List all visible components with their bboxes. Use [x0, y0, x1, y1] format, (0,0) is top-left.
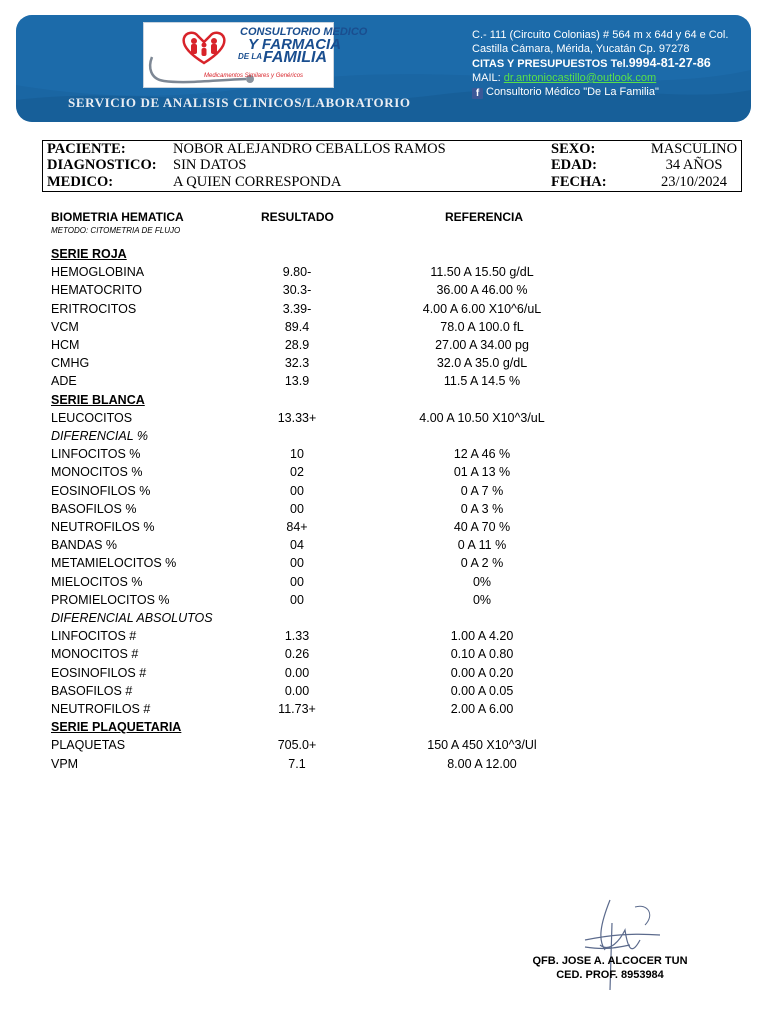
test-result: 00 [290, 592, 304, 607]
test-result: 9.80- [282, 265, 312, 280]
test-result: 0.26 [284, 647, 310, 662]
test-result: 89.4 [284, 319, 310, 334]
test-name: LINFOCITOS # [51, 629, 137, 644]
test-reference: 40 A 70 % [453, 520, 511, 534]
result-row [0, 283, 768, 301]
test-name: HEMOGLOBINA [51, 265, 145, 280]
phone-number: 9994-81-27-86 [628, 56, 711, 70]
test-reference: 0.00 A 0.05 [450, 683, 514, 698]
test-result: 32.3 [284, 356, 310, 371]
test-reference: 36.00 A 46.00 % [436, 283, 528, 298]
result-row [0, 302, 768, 320]
test-name: LEUCOCITOS [51, 410, 133, 425]
result-row [0, 738, 768, 756]
test-name: NEUTROFILOS % [51, 520, 155, 534]
test-result: 02 [290, 465, 304, 480]
test-reference: 11.5 A 14.5 % [443, 374, 521, 389]
test-result: 7.1 [288, 756, 306, 771]
sex-value: MASCULINO [650, 141, 738, 157]
test-result: 00 [290, 574, 304, 589]
test-reference: 32.0 A 35.0 g/dL [436, 356, 528, 371]
test-reference: 0 A 7 % [460, 483, 504, 498]
test-reference: 12 A 46 % [453, 447, 511, 462]
test-reference: 0% [472, 574, 492, 589]
test-name: VCM [51, 319, 79, 334]
result-row [0, 265, 768, 283]
test-result: 1.33 [284, 629, 310, 644]
test-reference: 0 A 3 % [460, 501, 504, 516]
address-line-1: C.- 111 (Circuito Colonias) # 564 m x 64d y 64 e Col. [472, 29, 729, 41]
test-column-header: BIOMETRIA HEMATICA [51, 210, 184, 224]
result-row [0, 757, 768, 775]
test-name: METAMIELOCITOS % [51, 556, 177, 571]
test-name: MONOCITOS % [51, 465, 143, 480]
doctor-value: A QUIEN CORRESPONDA [173, 174, 342, 190]
age-value: 34 AÑOS [665, 157, 723, 173]
test-name: HEMATOCRITO [51, 283, 142, 298]
family-icon [180, 29, 228, 65]
test-name: BASOFILOS % [51, 501, 137, 516]
test-name: MONOCITOS # [51, 647, 139, 662]
test-result: 04 [290, 538, 304, 553]
clinic-logo [143, 22, 368, 88]
date-label: FECHA: [551, 174, 607, 190]
test-reference: 8.00 A 12.00 [447, 756, 517, 771]
test-reference: 4.00 A 6.00 X10^6/uL [422, 301, 542, 316]
test-name: SERIE PLAQUETARIA [51, 720, 182, 735]
diagnosis-value: SIN DATOS [173, 157, 247, 173]
test-result: 11.73+ [278, 702, 316, 716]
date-value: 23/10/2024 [660, 174, 728, 190]
result-row [0, 556, 768, 574]
section-heading [0, 720, 768, 738]
reference-column-header: REFERENCIA [445, 210, 524, 224]
test-name: DIFERENCIAL % [51, 429, 149, 443]
test-name: ADE [51, 374, 77, 389]
test-reference: 0 A 11 % [457, 538, 507, 553]
result-row [0, 684, 768, 702]
age-label: EDAD: [551, 157, 597, 173]
logo-line-2: Y FARMACIA [248, 36, 342, 53]
sex-label: SEXO: [551, 141, 596, 157]
test-name: EOSINOFILOS # [51, 665, 147, 680]
test-reference: 0.10 A 0.80 [450, 647, 514, 662]
result-row [0, 647, 768, 665]
test-result: 28.9 [284, 338, 310, 352]
subsection-heading [0, 429, 768, 447]
address-line-2: Castilla Cámara, Mérida, Yucatán Cp. 97278 [472, 43, 690, 55]
test-result: 0.00 [284, 683, 310, 698]
result-row [0, 502, 768, 520]
test-result: 705.0+ [277, 738, 317, 753]
signatory-name: QFB. JOSE A. ALCOCER TUN [532, 955, 688, 967]
test-reference: 0.00 A 0.20 [450, 665, 514, 680]
test-name: SERIE ROJA [51, 247, 127, 261]
section-heading [0, 247, 768, 265]
result-row [0, 520, 768, 538]
patient-name: NOBOR ALEJANDRO CEBALLOS RAMOS [173, 141, 446, 157]
result-row [0, 320, 768, 338]
test-name: CMHG [51, 356, 90, 371]
signatory-cedula: CED. PROF. 8953984 [556, 969, 664, 981]
test-name: MIELOCITOS % [51, 574, 143, 589]
logo-line-4: FAMILIA [263, 49, 327, 66]
logo-tagline: Medicamentos Similares y Genéricos [204, 73, 304, 79]
logo-line-1: CONSULTORIO MEDICO [240, 26, 368, 38]
test-name: BANDAS % [51, 538, 117, 553]
result-row [0, 593, 768, 611]
test-name: HCM [51, 338, 80, 352]
test-reference: 78.0 A 100.0 fL [440, 319, 524, 334]
result-row [0, 411, 768, 429]
result-row [0, 465, 768, 483]
test-name: NEUTROFILOS # [51, 702, 151, 716]
test-reference: 0 A 2 % [460, 556, 504, 571]
test-reference: 27.00 A 34.00 pg [435, 338, 529, 352]
contact-info [472, 28, 728, 99]
test-reference: 150 A 450 X10^3/Ul [427, 738, 537, 753]
test-reference: 4.00 A 10.50 X10^3/uL [419, 410, 545, 425]
test-name: DIFERENCIAL ABSOLUTOS [51, 611, 213, 625]
mail-line [472, 71, 728, 85]
appointments-line [472, 56, 728, 71]
section-heading [0, 393, 768, 411]
test-reference: 11.50 A 15.50 g/dL [430, 265, 534, 280]
result-row [0, 575, 768, 593]
result-row [0, 356, 768, 374]
facebook-icon: f [472, 88, 483, 99]
test-reference: 2.00 A 6.00 [450, 702, 514, 716]
facebook-name: Consultorio Médico "De La Familia" [486, 86, 659, 98]
facebook-line [472, 85, 728, 99]
result-row [0, 666, 768, 684]
test-name: BASOFILOS # [51, 683, 133, 698]
test-result: 13.33+ [277, 410, 317, 425]
patient-info-box [42, 140, 742, 192]
result-row [0, 629, 768, 647]
test-reference: 0% [472, 592, 492, 607]
test-name: SERIE BLANCA [51, 392, 145, 407]
tel-prefix: Tel. [610, 58, 629, 70]
test-result: 00 [290, 501, 304, 516]
test-reference: 01 A 13 % [453, 465, 511, 480]
test-result: 30.3- [282, 283, 312, 298]
result-row [0, 338, 768, 356]
mail-label: MAIL: [472, 72, 501, 84]
doctor-label: MEDICO: [47, 174, 114, 190]
method-note: METODO: CITOMETRIA DE FLUJO [51, 226, 181, 235]
test-result: 00 [290, 556, 304, 571]
test-name: ERITROCITOS [51, 301, 137, 316]
test-reference: 1.00 A 4.20 [450, 629, 514, 644]
test-result: 0.00 [284, 665, 310, 680]
result-row [0, 702, 768, 720]
test-name: PROMIELOCITOS % [51, 592, 170, 607]
test-result: 10 [290, 447, 304, 462]
patient-label: PACIENTE: [47, 141, 126, 157]
result-row [0, 447, 768, 465]
test-result: 84+ [286, 520, 308, 534]
test-name: VPM [51, 756, 79, 771]
service-title: SERVICIO DE ANALISIS CLINICOS/LABORATORIO [68, 95, 411, 110]
subsection-heading [0, 611, 768, 629]
test-result: 00 [290, 483, 304, 498]
logo-line-3: DE LA [238, 52, 262, 61]
appointments-label: CITAS Y PRESUPUESTOS [472, 58, 608, 70]
diagnosis-label: DIAGNOSTICO: [47, 157, 157, 173]
test-name: LINFOCITOS % [51, 447, 141, 462]
result-row [0, 538, 768, 556]
mail-link[interactable]: dr.antoniocastillo@outlook.com [503, 72, 657, 84]
result-row [0, 484, 768, 502]
test-name: EOSINOFILOS % [51, 483, 151, 498]
test-name: PLAQUETAS [51, 738, 126, 753]
result-column-header: RESULTADO [261, 210, 334, 224]
result-row [0, 374, 768, 392]
test-result: 3.39- [282, 301, 312, 316]
test-result: 13.9 [284, 374, 310, 389]
